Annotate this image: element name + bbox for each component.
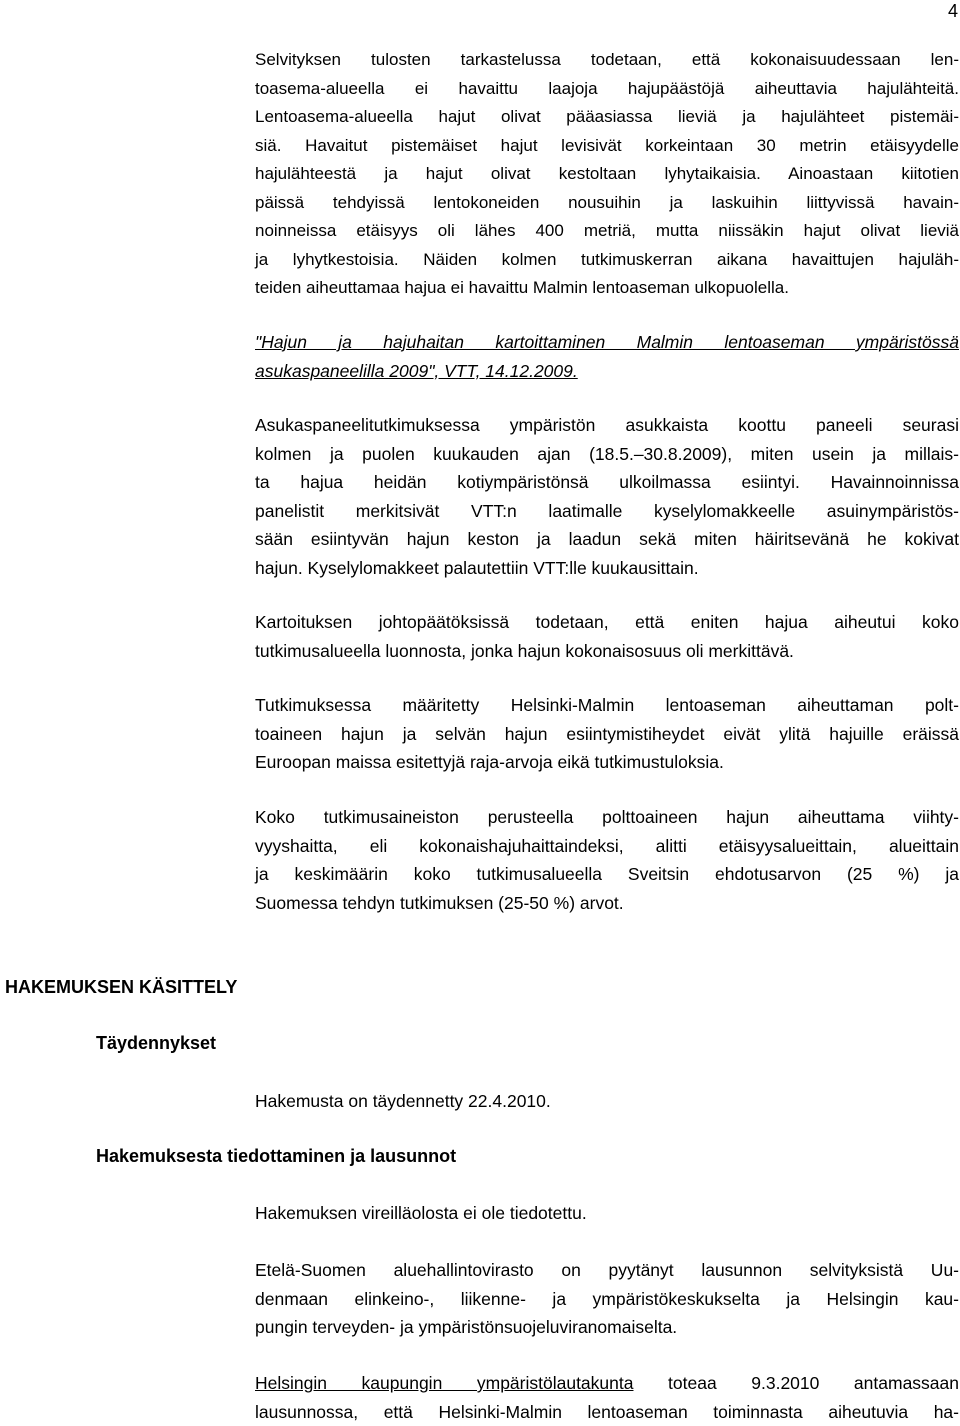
page-number: 4 [948,0,958,22]
text-line: Asukaspaneelitutkimuksessa ympäristön asukkaista koottu paneeli seurasi [255,411,959,440]
environment-board-link[interactable]: Helsingin kaupungin ympäristölautakunta [255,1373,633,1393]
text-line: Suomessa tehdyn tutkimuksen (25-50 %) arvot. [255,889,959,918]
text-line: siä. Havaitut pistemäiset hajut levisivät korkeintaan 30 metrin etäisyydelle [255,132,959,161]
text-line: kolmen ja puolen kuukauden ajan (18.5.–30.8.2009), miten usein ja millais- [255,440,959,469]
text-line: lausunnossa, että Helsinki-Malmin lentoaseman toiminnasta aiheutuvia ha- [255,1398,959,1426]
text-line: ja keskimäärin koko tutkimusalueella Sveitsin ehdotusarvon (25 %) ja [255,860,959,889]
paragraph-limit-values [255,691,959,777]
text-line: noinneissa etäisyys oli lähes 400 metriä, mutta niissäkin hajut olivat lieviä [255,217,959,246]
paragraph-supplement-date [255,1087,959,1116]
text-line: ta hajua heidän kotiympäristönsä ulkoilmassa esiintyi. Havainnoinnissa [255,468,959,497]
text-line: Hakemusta on täydennetty 22.4.2010. [255,1087,959,1116]
subheading-notification-statements: Hakemuksesta tiedottaminen ja lausunnot [96,1144,456,1168]
text-line: hajulähteestä ja hajut olivat kestoltaan lyhytaikaisia. Ainoastaan kiitotien [255,160,959,189]
text-line: Euroopan maissa esitettyjä raja-arvoja eikä tutkimustuloksia. [255,748,959,777]
text-line: Selvityksen tulosten tarkastelussa todetaan, että kokonaisuudessaan len- [255,46,959,75]
text-line: Kartoituksen johtopäätöksissä todetaan, että eniten hajua aiheutui koko [255,608,959,637]
paragraph-statement-request [255,1256,959,1342]
text-line: teiden aiheuttamaa hajua ei havaittu Malmin lentoaseman ulkopuolella. [255,274,959,303]
text-line: Tutkimuksessa määritetty Helsinki-Malmin lentoaseman aiheuttaman polt- [255,691,959,720]
paragraph-odour-survey-results [255,46,959,303]
paragraph-notification [255,1199,959,1228]
text-line: vyyshaitta, eli kokonaishajuhaittaindeksi, alitti etäisyysalueittain, alueittain [255,832,959,861]
text-line: Lentoasema-alueella hajut olivat pääasiassa lieviä ja hajulähteet pistemäi- [255,103,959,132]
subheading-supplements: Täydennykset [96,1031,216,1055]
paragraph-nuisance-index [255,803,959,917]
text-fragment: toteaa 9.3.2010 antamassaan [633,1373,959,1393]
paragraph-resident-panel [255,411,959,582]
text-line: Hakemuksen vireilläolosta ei ole tiedotettu. [255,1199,959,1228]
text-line [255,1369,959,1398]
text-line: asukaspaneelilla 2009", VTT, 14.12.2009. [255,357,959,386]
text-line: pungin terveyden- ja ympäristönsuojeluviranomaiselta. [255,1313,959,1342]
text-line: "Hajun ja hajuhaitan kartoittaminen Malmin lentoaseman ympäristössä [255,328,959,357]
text-line: sään esiintyvän hajun keston ja laadun sekä miten häiritsevänä he kokivat [255,525,959,554]
text-line: denmaan elinkeino-, liikenne- ja ympäristökeskukselta ja Helsingin kau- [255,1285,959,1314]
text-line: toaineen hajun ja selvän hajun esiintymistiheydet eivät ylitä hajuille eräissä [255,720,959,749]
paragraph-conclusions [255,608,959,665]
text-line: panelistit merkitsivät VTT:n laatimalle kyselylomakkeelle asuinympäristös- [255,497,959,526]
paragraph-environment-board [255,1369,959,1426]
reference-title [255,328,959,385]
text-line: Koko tutkimusaineiston perusteella polttoaineen hajun aiheuttama viihty- [255,803,959,832]
text-line: päissä tehdyissä lentokoneiden nousuihin ja laskuihin liittyvissä havain- [255,189,959,218]
text-line: Etelä-Suomen aluehallintovirasto on pyytänyt lausunnon selvityksistä Uu- [255,1256,959,1285]
text-line: ja lyhytkestoisia. Näiden kolmen tutkimuskerran aikana havaittujen hajuläh- [255,246,959,275]
text-line: hajun. Kyselylomakkeet palautettiin VTT:lle kuukausittain. [255,554,959,583]
section-heading: HAKEMUKSEN KÄSITTELY [5,975,237,999]
text-line: tutkimusalueella luonnosta, jonka hajun kokonaisosuus oli merkittävä. [255,637,959,666]
text-line: toasema-alueella ei havaittu laajoja hajupäästöjä aiheuttavia hajulähteitä. [255,75,959,104]
